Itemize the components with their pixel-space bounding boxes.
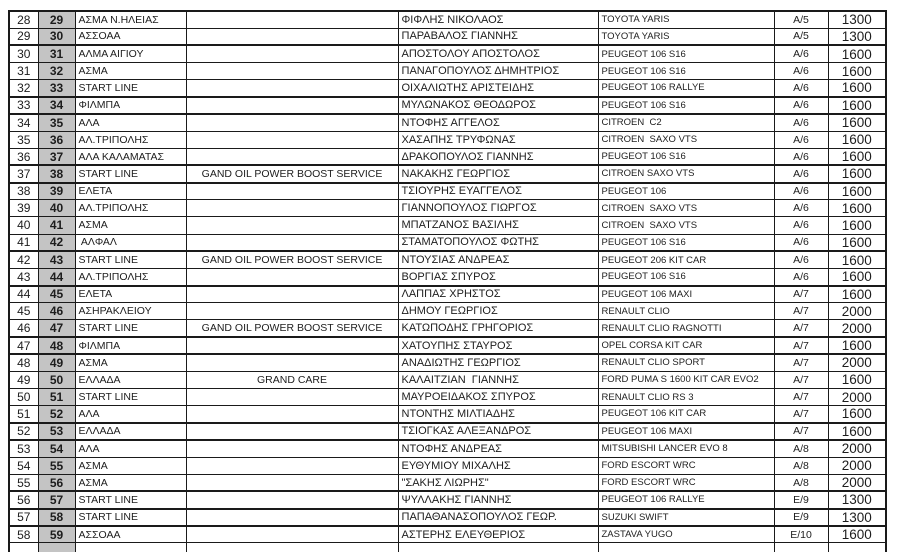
cell-start-number: 36 <box>38 131 75 148</box>
cell-sponsor <box>186 234 398 251</box>
cell-car: CITROEN SAXO VTS <box>598 165 774 182</box>
cell-class: A/5 <box>774 11 828 28</box>
cell-entry-number <box>9 543 38 552</box>
cell-car: RENAULT CLIO <box>598 303 774 320</box>
table-row <box>9 406 886 423</box>
cell-engine-capacity: 1600 <box>828 234 886 251</box>
cell-car: CITROEN SAXO VTS <box>598 200 774 217</box>
cell-entry-number: 51 <box>9 406 38 423</box>
entry-table-body <box>9 11 886 552</box>
cell-entry-number: 53 <box>9 440 38 457</box>
cell-class: A/8 <box>774 474 828 491</box>
cell-class: A/8 <box>774 440 828 457</box>
cell-engine-capacity: 1300 <box>828 28 886 45</box>
cell-driver: ΔΗΜΟΥ ΓΕΩΡΓΙΟΣ <box>398 303 598 320</box>
table-row <box>9 423 886 440</box>
cell-club: ΑΣΜΑ Ν.ΗΛΕΙΑΣ <box>75 11 186 28</box>
cell-driver: ΧΑΣΑΠΗΣ ΤΡΥΦΩΝΑΣ <box>398 131 598 148</box>
cell-entry-number: 34 <box>9 114 38 131</box>
cell-sponsor <box>186 114 398 131</box>
cell-club: START LINE <box>75 320 186 337</box>
cell-sponsor <box>186 200 398 217</box>
cell-club: ΑΣΣΟΑΑ <box>75 526 186 543</box>
table-row <box>9 303 886 320</box>
cell-engine-capacity: 1600 <box>828 268 886 285</box>
cell-class: A/7 <box>774 423 828 440</box>
cell-entry-number: 32 <box>9 80 38 97</box>
cell-driver: ΔΡΑΚΟΠΟΥΛΟΣ ΓΙΑΝΝΗΣ <box>398 148 598 165</box>
cell-driver: ΧΑΤΟΥΠΗΣ ΣΤΑΥΡΟΣ <box>398 337 598 354</box>
cell-sponsor <box>186 526 398 543</box>
table-row <box>9 148 886 165</box>
cell-class <box>774 543 828 552</box>
cell-car: TOYOTA YARIS <box>598 11 774 28</box>
cell-entry-number: 46 <box>9 320 38 337</box>
cell-engine-capacity: 2000 <box>828 388 886 405</box>
cell-engine-capacity: 1600 <box>828 45 886 62</box>
cell-driver: ΨΥΛΛΑΚΗΣ ΓΙΑΝΝΗΣ <box>398 491 598 508</box>
cell-car: PEUGEOT 106 MAXI <box>598 286 774 303</box>
cell-start-number: 33 <box>38 80 75 97</box>
cell-entry-number: 29 <box>9 28 38 45</box>
cell-car: CITROEN SAXO VTS <box>598 217 774 234</box>
cell-car <box>598 543 774 552</box>
cell-club: ΕΛΕΤΑ <box>75 183 186 200</box>
cell-sponsor: GAND OIL POWER BOOST SERVICE <box>186 165 398 182</box>
cell-class: A/6 <box>774 62 828 79</box>
cell-entry-number: 48 <box>9 354 38 371</box>
cell-club: ΕΛΛΑΔΑ <box>75 371 186 388</box>
cell-car: PEUGEOT 106 MAXI <box>598 423 774 440</box>
cell-car: PEUGEOT 106 S16 <box>598 234 774 251</box>
cell-sponsor <box>186 423 398 440</box>
cell-class: E/9 <box>774 509 828 526</box>
table-row <box>9 457 886 474</box>
cell-engine-capacity <box>828 543 886 552</box>
cell-sponsor <box>186 303 398 320</box>
cell-entry-number: 42 <box>9 251 38 268</box>
cell-engine-capacity: 1600 <box>828 251 886 268</box>
cell-club: ΕΛΕΤΑ <box>75 286 186 303</box>
cell-club: ΑΣΣΟΑΑ <box>75 28 186 45</box>
cell-car: RENAULT CLIO SPORT <box>598 354 774 371</box>
cell-start-number: 38 <box>38 165 75 182</box>
cell-club: ΑΛ.ΤΡΙΠΟΛΗΣ <box>75 200 186 217</box>
cell-engine-capacity: 1600 <box>828 97 886 114</box>
cell-club: ΑΣΜΑ <box>75 474 186 491</box>
cell-start-number: 53 <box>38 423 75 440</box>
table-row <box>9 440 886 457</box>
cell-engine-capacity: 1600 <box>828 526 886 543</box>
cell-start-number: 43 <box>38 251 75 268</box>
cell-engine-capacity: 1600 <box>828 62 886 79</box>
cell-entry-number: 55 <box>9 474 38 491</box>
cell-engine-capacity: 1600 <box>828 217 886 234</box>
cell-driver: ΜΠΑΤΖΑΝΟΣ ΒΑΣΙΛΗΣ <box>398 217 598 234</box>
cell-driver: ΑΠΟΣΤΟΛΟΥ ΑΠΟΣΤΟΛΟΣ <box>398 45 598 62</box>
cell-engine-capacity: 1600 <box>828 148 886 165</box>
cell-club: ΑΣΜΑ <box>75 62 186 79</box>
cell-sponsor <box>186 80 398 97</box>
cell-entry-number: 52 <box>9 423 38 440</box>
cell-class: A/6 <box>774 200 828 217</box>
cell-start-number: 45 <box>38 286 75 303</box>
cell-start-number: 41 <box>38 217 75 234</box>
cell-driver: ΚΑΤΩΠΟΔΗΣ ΓΡΗΓΟΡΙΟΣ <box>398 320 598 337</box>
cell-engine-capacity: 1600 <box>828 80 886 97</box>
cell-club: ΑΛΦΑΛ <box>75 234 186 251</box>
cell-start-number: 48 <box>38 337 75 354</box>
cell-sponsor <box>186 543 398 552</box>
cell-engine-capacity: 2000 <box>828 474 886 491</box>
cell-car: PEUGEOT 206 KIT CAR <box>598 251 774 268</box>
cell-sponsor <box>186 406 398 423</box>
cell-sponsor <box>186 491 398 508</box>
cell-car: MITSUBISHI LANCER EVO 8 <box>598 440 774 457</box>
cell-car: PEUGEOT 106 S16 <box>598 45 774 62</box>
cell-driver: ΕΥΘΥΜΙΟΥ ΜΙΧΑΛΗΣ <box>398 457 598 474</box>
table-row <box>9 234 886 251</box>
cell-driver: ΠΑΡΑΒΑΛΟΣ ΓΙΑΝΝΗΣ <box>398 28 598 45</box>
cell-club: ΕΛΛΑΔΑ <box>75 423 186 440</box>
cell-start-number: 47 <box>38 320 75 337</box>
cell-club: START LINE <box>75 509 186 526</box>
cell-class: A/7 <box>774 320 828 337</box>
cell-car: PEUGEOT 106 S16 <box>598 148 774 165</box>
cell-sponsor <box>186 474 398 491</box>
cell-start-number: 55 <box>38 457 75 474</box>
cell-driver: ΓΙΑΝΝΟΠΟΥΛΟΣ ΓΙΩΡΓΟΣ <box>398 200 598 217</box>
cell-class: A/6 <box>774 45 828 62</box>
cell-entry-number: 40 <box>9 217 38 234</box>
cell-driver: ΤΣΙΟΓΚΑΣ ΑΛΕΞΑΝΔΡΟΣ <box>398 423 598 440</box>
cell-class: A/7 <box>774 303 828 320</box>
cell-entry-number: 54 <box>9 457 38 474</box>
cell-start-number: 57 <box>38 491 75 508</box>
cell-club: START LINE <box>75 388 186 405</box>
cell-entry-number: 44 <box>9 286 38 303</box>
cell-driver: ΑΝΑΔΙΩΤΗΣ ΓΕΩΡΓΙΟΣ <box>398 354 598 371</box>
cell-club: ΑΛΑ <box>75 114 186 131</box>
cell-engine-capacity: 2000 <box>828 303 886 320</box>
cell-car: SUZUKI SWIFT <box>598 509 774 526</box>
cell-car: FORD ESCORT WRC <box>598 474 774 491</box>
cell-start-number: 40 <box>38 200 75 217</box>
table-row <box>9 80 886 97</box>
cell-club: START LINE <box>75 165 186 182</box>
cell-class: A/6 <box>774 183 828 200</box>
cell-class: A/7 <box>774 388 828 405</box>
cell-car: CITROEN SAXO VTS <box>598 131 774 148</box>
cell-sponsor <box>186 62 398 79</box>
cell-entry-number: 57 <box>9 509 38 526</box>
cell-car: RENAULT CLIO RAGNOTTI <box>598 320 774 337</box>
cell-engine-capacity: 1600 <box>828 165 886 182</box>
cell-start-number: 42 <box>38 234 75 251</box>
cell-engine-capacity: 1600 <box>828 183 886 200</box>
entry-list-table <box>8 10 887 552</box>
cell-car: CITROEN C2 <box>598 114 774 131</box>
cell-driver: ΑΣΤΕΡΗΣ ΕΛΕΥΘΕΡΙΟΣ <box>398 526 598 543</box>
cell-club: ΑΛ.ΤΡΙΠΟΛΗΣ <box>75 268 186 285</box>
cell-entry-number: 47 <box>9 337 38 354</box>
cell-engine-capacity: 1600 <box>828 131 886 148</box>
cell-club: ΦΙΛΜΠΑ <box>75 97 186 114</box>
cell-start-number <box>38 543 75 552</box>
cell-engine-capacity: 1600 <box>828 423 886 440</box>
cell-engine-capacity: 1600 <box>828 200 886 217</box>
cell-engine-capacity: 1300 <box>828 11 886 28</box>
cell-sponsor <box>186 268 398 285</box>
cell-class: A/6 <box>774 114 828 131</box>
cell-sponsor <box>186 440 398 457</box>
table-row <box>9 114 886 131</box>
cell-entry-number: 35 <box>9 131 38 148</box>
cell-class: A/6 <box>774 234 828 251</box>
cell-car: PEUGEOT 106 RALLYE <box>598 80 774 97</box>
cell-start-number: 44 <box>38 268 75 285</box>
cell-engine-capacity: 1600 <box>828 337 886 354</box>
cell-entry-number: 41 <box>9 234 38 251</box>
cell-engine-capacity: 2000 <box>828 440 886 457</box>
cell-entry-number: 56 <box>9 491 38 508</box>
cell-engine-capacity: 2000 <box>828 320 886 337</box>
cell-club: ΑΣΜΑ <box>75 354 186 371</box>
cell-class: A/6 <box>774 251 828 268</box>
cell-start-number: 54 <box>38 440 75 457</box>
cell-club: ΑΛΑ ΚΑΛΑΜΑΤΑΣ <box>75 148 186 165</box>
table-row <box>9 509 886 526</box>
cell-start-number: 51 <box>38 388 75 405</box>
cell-club: ΑΣΗΡΑΚΛΕΙΟΥ <box>75 303 186 320</box>
cell-sponsor <box>186 337 398 354</box>
cell-club: START LINE <box>75 80 186 97</box>
table-row <box>9 217 886 234</box>
cell-class: E/10 <box>774 526 828 543</box>
cell-start-number: 59 <box>38 526 75 543</box>
cell-car: TOYOTA YARIS <box>598 28 774 45</box>
cell-driver: ΦΙΦΛΗΣ ΝΙΚΟΛΑΟΣ <box>398 11 598 28</box>
cell-class: A/8 <box>774 457 828 474</box>
cell-class: A/6 <box>774 131 828 148</box>
cell-sponsor <box>186 509 398 526</box>
cell-sponsor <box>186 11 398 28</box>
cell-car: ZASTAVA YUGO <box>598 526 774 543</box>
cell-sponsor <box>186 183 398 200</box>
cell-sponsor <box>186 28 398 45</box>
table-row <box>9 337 886 354</box>
table-row <box>9 354 886 371</box>
table-row <box>9 62 886 79</box>
cell-driver: ΠΑΝΑΓΟΠΟΥΛΟΣ ΔΗΜΗΤΡΙΟΣ <box>398 62 598 79</box>
cell-driver: ΝΤΟΥΣΙΑΣ ΑΝΔΡΕΑΣ <box>398 251 598 268</box>
cell-start-number: 29 <box>38 11 75 28</box>
cell-driver: ΠΑΠΑΘΑΝΑΣΟΠΟΥΛΟΣ ΓΕΩΡ. <box>398 509 598 526</box>
cell-class: A/7 <box>774 371 828 388</box>
cell-class: A/6 <box>774 165 828 182</box>
cell-entry-number: 39 <box>9 200 38 217</box>
cell-sponsor <box>186 97 398 114</box>
cell-class: A/6 <box>774 80 828 97</box>
entry-list-page <box>8 10 887 552</box>
cell-entry-number: 38 <box>9 183 38 200</box>
cell-driver: ΛΑΠΠΑΣ ΧΡΗΣΤΟΣ <box>398 286 598 303</box>
table-row <box>9 320 886 337</box>
table-row <box>9 268 886 285</box>
cell-start-number: 34 <box>38 97 75 114</box>
table-row <box>9 371 886 388</box>
cell-sponsor <box>186 286 398 303</box>
cell-start-number: 30 <box>38 28 75 45</box>
cell-driver: ΝΤΟΦΗΣ ΑΝΔΡΕΑΣ <box>398 440 598 457</box>
cell-sponsor: GRAND CARE <box>186 371 398 388</box>
cell-class: A/6 <box>774 97 828 114</box>
cell-entry-number: 30 <box>9 45 38 62</box>
table-row <box>9 97 886 114</box>
cell-entry-number: 50 <box>9 388 38 405</box>
cell-car: PEUGEOT 106 S16 <box>598 268 774 285</box>
cell-engine-capacity: 1600 <box>828 371 886 388</box>
cell-car: FORD PUMA S 1600 KIT CAR EVO2 <box>598 371 774 388</box>
cell-car: PEUGEOT 106 <box>598 183 774 200</box>
cell-engine-capacity: 1300 <box>828 491 886 508</box>
cell-club: ΑΛΜΑ ΑΙΓΙΟΥ <box>75 45 186 62</box>
cell-class: E/9 <box>774 491 828 508</box>
cell-entry-number: 43 <box>9 268 38 285</box>
cell-start-number: 46 <box>38 303 75 320</box>
cell-class: A/6 <box>774 148 828 165</box>
cell-car: RENAULT CLIO RS 3 <box>598 388 774 405</box>
table-row <box>9 526 886 543</box>
cell-car: FORD ESCORT WRC <box>598 457 774 474</box>
cell-entry-number: 33 <box>9 97 38 114</box>
cell-car: PEUGEOT 106 KIT CAR <box>598 406 774 423</box>
cell-driver: ΜΑΥΡΟΕΙΔΑΚΟΣ ΣΠΥΡΟΣ <box>398 388 598 405</box>
cell-car: OPEL CORSA KIT CAR <box>598 337 774 354</box>
cell-club: ΦΙΛΜΠΑ <box>75 337 186 354</box>
table-row <box>9 388 886 405</box>
table-row <box>9 286 886 303</box>
cell-class: A/5 <box>774 28 828 45</box>
cell-driver: "ΣΑΚΗΣ ΛΙΩΡΗΣ" <box>398 474 598 491</box>
cell-class: A/7 <box>774 337 828 354</box>
cell-start-number: 39 <box>38 183 75 200</box>
cell-sponsor <box>186 131 398 148</box>
cell-club: ΑΛΑ <box>75 406 186 423</box>
cell-driver: ΟΙΧΑΛΙΩΤΗΣ ΑΡΙΣΤΕΙΔΗΣ <box>398 80 598 97</box>
table-row <box>9 183 886 200</box>
cell-sponsor <box>186 45 398 62</box>
cell-entry-number: 36 <box>9 148 38 165</box>
cell-entry-number: 31 <box>9 62 38 79</box>
table-row <box>9 491 886 508</box>
cell-sponsor <box>186 388 398 405</box>
cell-club: ΑΣΜΑ <box>75 457 186 474</box>
table-row <box>9 45 886 62</box>
cell-entry-number: 45 <box>9 303 38 320</box>
cell-class: A/7 <box>774 286 828 303</box>
cell-start-number: 31 <box>38 45 75 62</box>
cell-car: PEUGEOT 106 S16 <box>598 97 774 114</box>
cell-club <box>75 543 186 552</box>
cell-sponsor: GAND OIL POWER BOOST SERVICE <box>186 251 398 268</box>
cell-sponsor <box>186 354 398 371</box>
cell-engine-capacity: 1600 <box>828 114 886 131</box>
cell-driver: ΒΟΡΓΙΑΣ ΣΠΥΡΟΣ <box>398 268 598 285</box>
cell-club: START LINE <box>75 251 186 268</box>
cell-class: A/6 <box>774 217 828 234</box>
cell-driver: ΝΤΟΦΗΣ ΑΓΓΕΛΟΣ <box>398 114 598 131</box>
table-row <box>9 474 886 491</box>
cell-start-number: 56 <box>38 474 75 491</box>
cell-driver: ΚΑΛΑΙΤΖΙΑΝ ΓΙΑΝΝΗΣ <box>398 371 598 388</box>
cell-start-number: 35 <box>38 114 75 131</box>
cell-sponsor <box>186 217 398 234</box>
cell-driver: ΜΥΛΩΝΑΚΟΣ ΘΕΟΔΩΡΟΣ <box>398 97 598 114</box>
cell-entry-number: 28 <box>9 11 38 28</box>
cell-car: PEUGEOT 106 S16 <box>598 62 774 79</box>
cell-club: ΑΣΜΑ <box>75 217 186 234</box>
cell-engine-capacity: 1600 <box>828 286 886 303</box>
table-row <box>9 11 886 28</box>
cell-start-number: 50 <box>38 371 75 388</box>
cell-driver: ΣΤΑΜΑΤΟΠΟΥΛΟΣ ΦΩΤΗΣ <box>398 234 598 251</box>
cell-engine-capacity: 1300 <box>828 509 886 526</box>
table-row <box>9 251 886 268</box>
cell-driver: ΝΤΟΝΤΗΣ ΜΙΛΤΙΑΔΗΣ <box>398 406 598 423</box>
cell-entry-number: 37 <box>9 165 38 182</box>
table-row <box>9 131 886 148</box>
cell-class: A/6 <box>774 268 828 285</box>
cell-club: START LINE <box>75 491 186 508</box>
cell-sponsor <box>186 457 398 474</box>
cell-class: A/7 <box>774 406 828 423</box>
cell-driver: ΤΣΙΟΥΡΗΣ ΕΥΑΓΓΕΛΟΣ <box>398 183 598 200</box>
cell-club: ΑΛ.ΤΡΙΠΟΛΗΣ <box>75 131 186 148</box>
cell-entry-number: 58 <box>9 526 38 543</box>
cell-driver: ΝΑΚΑΚΗΣ ΓΕΩΡΓΙΟΣ <box>398 165 598 182</box>
cell-start-number: 58 <box>38 509 75 526</box>
cell-start-number: 37 <box>38 148 75 165</box>
cell-car: PEUGEOT 106 RALLYE <box>598 491 774 508</box>
cell-start-number: 52 <box>38 406 75 423</box>
cell-class: A/7 <box>774 354 828 371</box>
table-row <box>9 200 886 217</box>
cell-engine-capacity: 2000 <box>828 457 886 474</box>
cell-engine-capacity: 2000 <box>828 354 886 371</box>
cell-driver <box>398 543 598 552</box>
table-row-clipped <box>9 543 886 552</box>
cell-club: ΑΛΑ <box>75 440 186 457</box>
cell-entry-number: 49 <box>9 371 38 388</box>
cell-start-number: 49 <box>38 354 75 371</box>
table-row <box>9 28 886 45</box>
table-row <box>9 165 886 182</box>
cell-engine-capacity: 1600 <box>828 406 886 423</box>
cell-start-number: 32 <box>38 62 75 79</box>
cell-sponsor <box>186 148 398 165</box>
cell-sponsor: GAND OIL POWER BOOST SERVICE <box>186 320 398 337</box>
